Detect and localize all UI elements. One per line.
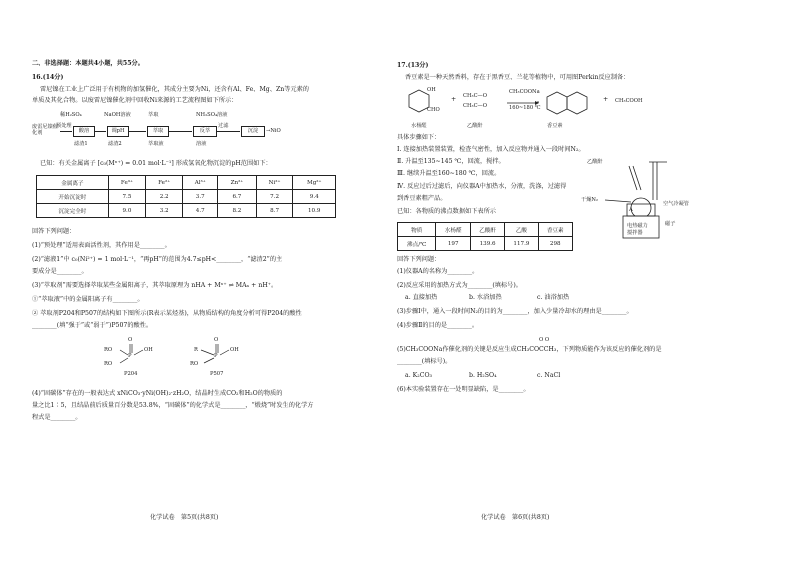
question-1: (1)“预处理”适用表面活性剂，其作用是________。 [32, 242, 171, 249]
flow-waste-1: 滤渣1 [74, 141, 88, 147]
p204-oh: OH [144, 347, 153, 353]
question-2a: (2)“滤液1”中 c₀(Ni²⁺) = 1 mol·L⁻¹，“再pH”的范围为4.7≤pH<________，“滤渣2”的主 [32, 256, 283, 263]
table-cell: 9.0 [108, 204, 145, 218]
answer-5a: (5)CH₃COONa作催化剂的关键是反应生成CH₃COCCH₃，下列物质能作为该反应的催化剂的是 [397, 346, 662, 353]
step-4a: Ⅳ. 反应过后过滤后，向仪器A中加热水，分液，洗涤，过滤得 [397, 183, 567, 190]
known-2: 已知：各物质的沸点数据如下表所示 [397, 208, 496, 215]
answer-intro: 回答下列问题： [32, 228, 76, 235]
q17-intro: 香豆素是一种天然香料，存在于黑香豆、兰花等植物中，可用图Perkin反应制备： [405, 74, 630, 81]
answer-2-option-c: c. 油浴加热 [537, 294, 570, 301]
page-6 [397, 0, 794, 562]
flow-reagent-3: 萃取 [148, 112, 159, 118]
table-cell: 117.9 [505, 237, 538, 251]
page-footer: 化学试卷 第5页(共8页) [150, 514, 219, 521]
flow-product: →NiO [266, 128, 281, 134]
rxn-byproduct: CH₃COOH [615, 98, 643, 104]
rxn-temperature: 160~180 ℃ [509, 105, 541, 111]
rxn-anhydride-1: CH₃C—O [463, 93, 487, 99]
table-cell: 开始沉淀时 [37, 190, 109, 204]
apparatus-label-stirbar: 磁子 [665, 221, 676, 227]
flow-step-filter: 过滤 [218, 123, 229, 129]
rxn-oh: OH [427, 87, 436, 93]
q16-label: 16.(14分) [32, 74, 64, 81]
table-header-cell: Al³⁺ [183, 176, 218, 190]
flow-box-acid: 酸溶 [73, 126, 95, 137]
flow-arrow-4 [168, 131, 192, 132]
question-3d: ________(填“强于”或“弱于”)P507的酸性。 [32, 322, 153, 329]
table-header-cell: 香豆素 [538, 223, 572, 237]
table-cell: 298 [538, 237, 572, 251]
p507-ro: RO [190, 361, 199, 367]
p507-label: P507 [210, 371, 224, 377]
answer-4: (4)步骤Ⅱ的目的是________。 [397, 322, 479, 329]
p507-oh: OH [230, 347, 239, 353]
step-2: Ⅱ. 升温至135~145 ℃，回流，搅拌。 [397, 158, 505, 165]
flow-arrow-1 [60, 131, 72, 132]
flow-box-ph: 调pH [107, 126, 129, 137]
answer-6: (6)本实验装置存在一处明显缺陷，是________。 [397, 386, 530, 393]
flow-box-precipitate: 沉淀 [241, 126, 265, 137]
table-cell: 9.4 [293, 190, 336, 204]
known-line: 已知：有关金属离子 [c₀(Mⁿ⁺) = 0.01 mol·L⁻¹] 形成氢氧化物沉淀的pH范围如下： [40, 160, 272, 167]
table-header-cell: 乙酸酐 [470, 223, 504, 237]
table-cell: 4.7 [183, 204, 218, 218]
flow-waste-4: 溶液 [196, 141, 207, 147]
question-3b: ①“萃取液”中的金属阳离子有________。 [32, 296, 144, 303]
apparatus-label-stirrer-1: 电热磁力 [627, 223, 648, 229]
table-header-cell: Mg²⁺ [293, 176, 336, 190]
answer-2: (2)反应采用的加热方式为________(填标号)。 [397, 282, 522, 289]
apparatus-label-a: A [629, 207, 633, 213]
table-cell: 8.7 [256, 204, 293, 218]
flow-box-extract: 萃取 [147, 126, 169, 137]
q16-intro-1: 雷尼镍在工业上广泛用于有机物的加氢催化，其成分主要为Ni，还含有Al、Fe、Mg、Zn等元素的 [40, 86, 309, 93]
table-header-cell: 金属离子 [37, 176, 109, 190]
p204-o-top: O [128, 337, 133, 343]
section-heading: 二、非选择题：本题共4小题，共55分。 [32, 60, 144, 67]
rxn-reactant-2-label: 乙酸酐 [467, 123, 483, 129]
answer-5-structure: O O [539, 337, 550, 343]
flow-step-pretreat: 预处理 [56, 123, 72, 129]
table-cell: 10.9 [293, 204, 336, 218]
step-1: Ⅰ. 连接加热装置装置，检查气密性，加入反应物并通入一段时间N₂。 [397, 146, 585, 153]
table-header-cell: Fe³⁺ [108, 176, 145, 190]
page-footer: 化学试卷 第6页(共8页) [481, 514, 550, 521]
step-4b: 到香豆素粗产品。 [397, 195, 447, 202]
answer-5-option-a: a. K₂CO₃ [405, 372, 433, 379]
question-3a: (3)“萃取剂”需要选择萃取某些金属阳离子，其萃取原理为 nHA + Mⁿ⁺ ⇌ MAₙ + nH⁺。 [32, 282, 278, 289]
flow-box-strip: 反萃 [193, 126, 217, 137]
rxn-cho: CHO [427, 107, 440, 113]
q17-label: 17.(13分) [397, 62, 429, 69]
table-header-cell: 水杨醛 [436, 223, 470, 237]
answer-2-option-a: a. 直接加热 [405, 294, 438, 301]
flow-reagent-1: 稀H₂SO₄ [60, 112, 82, 118]
apparatus-label-anhydride: 乙酸酐 [587, 159, 603, 165]
flow-waste-3: 萃取液 [148, 141, 164, 147]
q16-intro-2: 单质及其化合物。以废雷尼镍催化剂中回收Ni来源的工艺流程图如下所示： [32, 97, 238, 104]
table-header-row [37, 176, 336, 190]
table-cell: 2.2 [146, 190, 183, 204]
rxn-reactant-1-label: 水杨醛 [411, 123, 427, 129]
answer-2-option-b: b. 水浴加热 [469, 294, 502, 301]
p204-ro-1: RO [104, 347, 113, 353]
table-header-cell: Fe²⁺ [146, 176, 183, 190]
steps-title: 具体步骤如下： [397, 134, 441, 141]
answer-3: (3)步骤Ⅰ中，通入一段时间N₂的目的为________，加入少量冷却水的理由是________。 [397, 308, 633, 315]
table-header-row [398, 223, 573, 237]
table-cell: 197 [436, 237, 470, 251]
answer-5-option-c: c. NaCl [537, 372, 561, 379]
p204-label: P204 [124, 371, 138, 377]
rxn-plus-2: + [603, 96, 609, 103]
ion-ph-table [36, 175, 336, 218]
answer-intro: 回答下列问题： [397, 256, 441, 263]
flow-reagent-2: NaOH溶液 [104, 112, 131, 118]
flow-arrow-2 [94, 131, 106, 132]
flow-reagent-4: NH₂SO₄溶液 [196, 112, 228, 118]
table-cell: 6.7 [218, 190, 257, 204]
table-row [398, 237, 573, 251]
p204-bonds [110, 336, 150, 370]
p204-p: P [128, 353, 132, 359]
answer-5b: ________(填标号)。 [397, 358, 452, 365]
table-cell: 3.7 [183, 190, 218, 204]
table-cell: 3.2 [146, 204, 183, 218]
question-4b: 量之比1∶5，且结晶前后质量百分数是53.8%，“固碳体”的化学式是________，“煅烧”时发生的化学方 [32, 402, 314, 409]
table-cell: 139.6 [470, 237, 504, 251]
table-row [37, 204, 336, 218]
p204-ro-2: RO [104, 361, 113, 367]
table-header-cell: 物质 [398, 223, 436, 237]
apparatus-label-n2: 干燥N₂ [581, 197, 598, 203]
flow-arrow-3 [128, 131, 146, 132]
table-cell: 7.5 [108, 190, 145, 204]
answer-1: (1)仪器A的名称为________。 [397, 268, 479, 275]
flow-waste-2: 滤渣2 [108, 141, 122, 147]
answer-5-option-b: b. H₂SO₄ [469, 372, 497, 379]
question-3c: ② 萃取剂P204和P507的结构如下图所示(R表示某烃基)，从物质结构的角度分析可得P204的酸性 [32, 310, 302, 317]
rxn-plus-1: + [451, 96, 457, 103]
reaction-structures [403, 86, 723, 122]
table-cell: 7.2 [256, 190, 293, 204]
boiling-point-table [397, 222, 573, 251]
table-header-cell: Zn²⁺ [218, 176, 257, 190]
table-cell: 8.2 [218, 204, 257, 218]
apparatus-label-stirrer-2: 搅拌器 [627, 230, 643, 236]
table-row [37, 190, 336, 204]
rxn-catalyst: CH₃COONa [509, 89, 540, 95]
apparatus-label-condenser: 空气冷凝管 [663, 201, 689, 207]
p507-bonds [196, 336, 236, 370]
flow-arrow-5 [216, 131, 240, 132]
p507-r: R [194, 347, 198, 353]
rxn-anhydride-2: CH₃C—O [463, 103, 487, 109]
table-cell: 沸点/℃ [398, 237, 436, 251]
question-2b: 要成分是________。 [32, 268, 88, 275]
question-4c: 程式是________。 [32, 414, 82, 421]
table-header-cell: Ni²⁺ [256, 176, 293, 190]
step-3: Ⅲ. 继续升温至160~180 ℃，回流。 [397, 170, 501, 177]
p507-o-top: O [214, 337, 219, 343]
table-header-cell: 乙酸 [505, 223, 538, 237]
rxn-product-label: 香豆素 [547, 123, 563, 129]
table-cell: 沉淀完全时 [37, 204, 109, 218]
flow-start: 废雷尼镍催化剂 [32, 124, 58, 136]
p507-p: P [214, 353, 218, 359]
question-4a: (4)“固碳体”存在的一般表达式 xNiCO₃·yNi(OH)₂·zH₂O，结晶时生成CO₂和H₂O的物质的 [32, 390, 283, 397]
